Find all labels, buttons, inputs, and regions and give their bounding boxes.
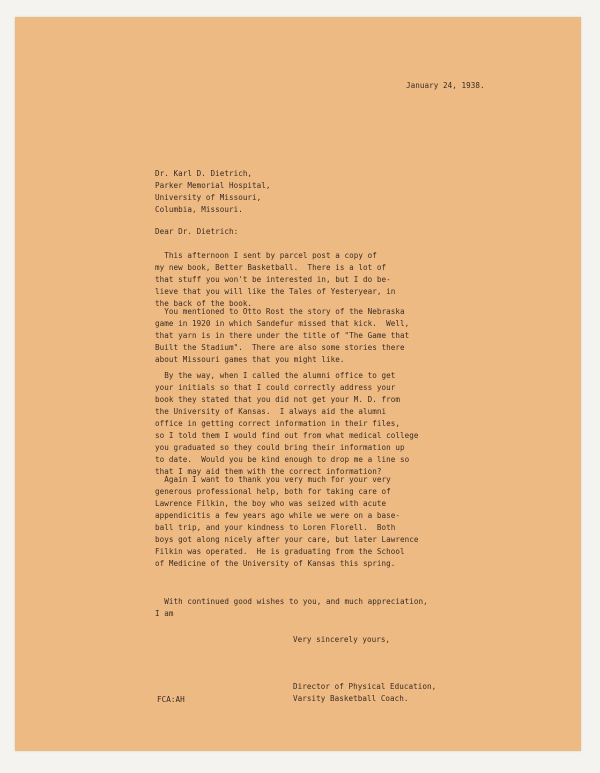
- address-line: University of Missouri,: [155, 193, 262, 202]
- address-line: Columbia, Missouri.: [155, 205, 243, 214]
- text-line: With continued good wishes to you, and much appreciation,: [155, 597, 428, 606]
- text-line: so I told them I would find out from what medical college: [155, 431, 419, 440]
- text-line: that yarn is in there under the title of "The Game that: [155, 331, 410, 340]
- text-line: generous professional help, both for taking care of: [155, 487, 391, 496]
- paragraph-4: [155, 474, 418, 570]
- reference-initials: FCA:AH: [157, 695, 185, 704]
- signature-line: Varsity Basketball Coach.: [293, 694, 409, 703]
- text-line: you graduated so they could bring their information up: [155, 443, 405, 452]
- signature-line: Director of Physical Education,: [293, 682, 437, 691]
- address-line: Dr. Karl D. Dietrich,: [155, 169, 253, 178]
- text-line: your initials so that I could correctly address your: [155, 383, 396, 392]
- paragraph-3: [155, 370, 418, 478]
- paragraph-2: [155, 306, 409, 366]
- text-line: to date. Would you be kind enough to drop me a line so: [155, 455, 410, 464]
- text-line: about Missouri games that you might like.: [155, 355, 345, 364]
- text-line: By the way, when I called the alumni office to get: [155, 371, 396, 380]
- text-line: game in 1920 in which Sandefur missed that kick. Well,: [155, 319, 410, 328]
- text-line: the back of the book.: [155, 299, 253, 308]
- text-line: Built the Stadium". There are also some stories there: [155, 343, 405, 352]
- text-line: I am: [155, 609, 174, 618]
- paragraph-1: [155, 250, 395, 310]
- text-line: book they stated that you did not get your M. D. from: [155, 395, 400, 404]
- complimentary-close: Very sincerely yours,: [293, 635, 391, 644]
- text-line: You mentioned to Otto Rost the story of the Nebraska: [155, 307, 405, 316]
- text-line: my new book, Better Basketball. There is a lot of: [155, 263, 387, 272]
- text-line: office in getting correct information in their files,: [155, 419, 400, 428]
- recipient-address: [155, 168, 271, 216]
- text-line: Again I want to thank you very much for your very: [155, 475, 391, 484]
- text-line: the University of Kansas. I always aid the alumni: [155, 407, 387, 416]
- text-line: Lawrence Filkin, the boy who was seized with acute: [155, 499, 387, 508]
- text-line: that stuff you won't be interested in, but I do be-: [155, 275, 391, 284]
- text-line: boys got along nicely after your care, but later Lawrence: [155, 535, 419, 544]
- text-line: appendicitis a few years ago while we were on a base-: [155, 511, 400, 520]
- text-line: Filkin was operated. He is graduating from the School: [155, 547, 405, 556]
- text-line: ball trip, and your kindness to Loren Florell. Both: [155, 523, 396, 532]
- text-line: lieve that you will like the Tales of Yesteryear, in: [155, 287, 396, 296]
- text-line: that I may aid them with the correct information?: [155, 467, 382, 476]
- letter-date: January 24, 1938.: [406, 81, 485, 90]
- text-line: of Medicine of the University of Kansas this spring.: [155, 559, 396, 568]
- text-line: This afternoon I sent by parcel post a copy of: [155, 251, 377, 260]
- address-line: Parker Memorial Hospital,: [155, 181, 271, 190]
- salutation: Dear Dr. Dietrich:: [155, 227, 239, 236]
- paragraph-5: [155, 596, 428, 620]
- signature-block: [293, 681, 436, 705]
